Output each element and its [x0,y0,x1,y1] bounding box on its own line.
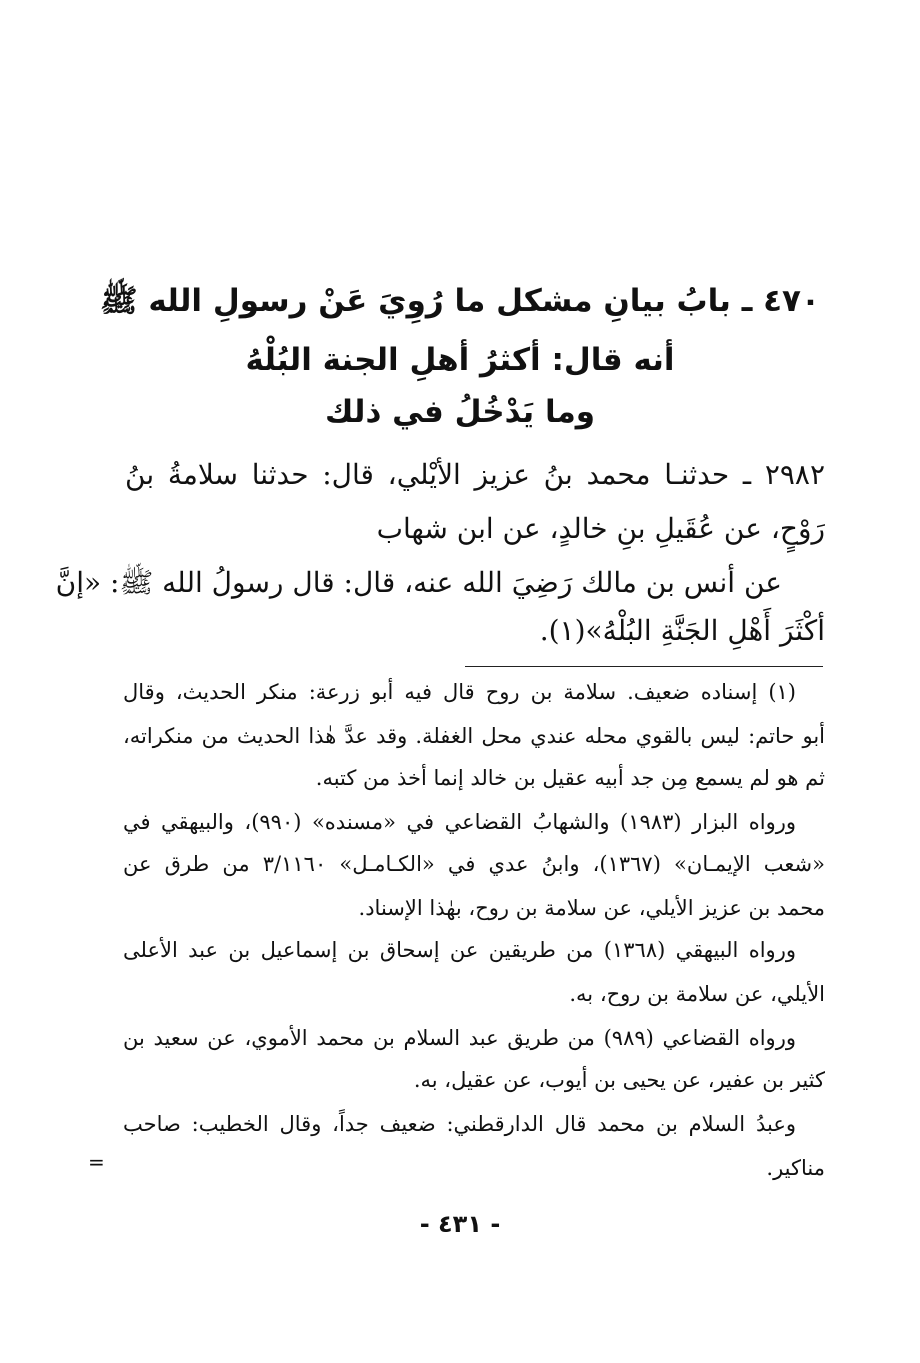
hadith-line-2: رَوْحٍ، عن عُقَيلِ بنِ خالدٍ، عن ابن شهاب [376,512,825,545]
page-number: - ٤٣١ - [419,1210,501,1238]
footnote-line-6: محمد بن عزيز الأيلي، عن سلامة بن روح، بهٰذا الإسناد. [358,896,825,920]
hadith-line-4: أكْثَرَ أَهْلِ الجَنَّةِ البُلْهُ»(١). [539,614,825,647]
footnote-line-2: أبو حاتم: ليس بالقوي محله عندي محل الغفلة. وقد عدَّ هٰذا الحديث من منكراته، [123,724,825,748]
footnote-line-12: مناكير. [766,1156,825,1180]
chapter-heading-line-3: وما يَدْخُلُ في ذلك [324,394,596,430]
footnote-line-8: الأيلي، عن سلامة بن روح، به. [569,982,825,1006]
footnote-line-4: ورواه البزار (١٩٨٣) والشهابُ القضاعي في «مسنده» (٩٩٠)، والبيهقي في [123,810,797,834]
footnote-line-9: ورواه القضاعي (٩٨٩) من طريق عبد السلام بن محمد الأموي، عن سعيد بن [123,1026,796,1050]
chapter-heading-line-2: أنه قال: أكثرُ أهلِ الجنة البُلْهُ [245,342,675,378]
footnote-line-3: ثم هو لم يسمع مِن جد أبيه عقيل بن خالد إنما أخذ من كتبه. [315,766,825,790]
footnote-line-7: ورواه البيهقي (١٣٦٨) من طريقين عن إسحاق بن إسماعيل بن عبد الأعلى [123,938,796,962]
hadith-line-1: ٢٩٨٢ ـ حدثنـا محمد بنُ عزيز الأيْلي، قال: حدثنا سلامةُ بنُ [125,458,825,491]
footnote-line-5: «شعب الإيمـان» (١٣٦٧)، وابنُ عدي في «الكـامـل» ٣/١١٦٠ من طرق عن [123,852,825,876]
footnote-line-11: وعبدُ السلام بن محمد قال الدارقطني: ضعيف جداً، وقال الخطيب: صاحب [123,1112,796,1136]
hadith-line-3: عن أنس بن مالك رَضِيَ الله عنه، قال: قال رسولُ الله ﷺ: «إنَّ [55,566,782,599]
footnote-line-10: كثير بن عفير، عن يحيى بن أيوب، عن عقيل، به. [413,1068,825,1092]
footnote-separator [465,666,823,667]
continuation-mark: = [88,1150,105,1174]
footnote-line-1: (١) إسناده ضعيف. سلامة بن روح قال فيه أبو زرعة: منكر الحديث، وقال [123,680,796,704]
chapter-heading-line-1: ٤٧٠ ـ بابُ بيانِ مشكل ما رُوِيَ عَنْ رسولِ الله ﷺ [100,283,820,319]
